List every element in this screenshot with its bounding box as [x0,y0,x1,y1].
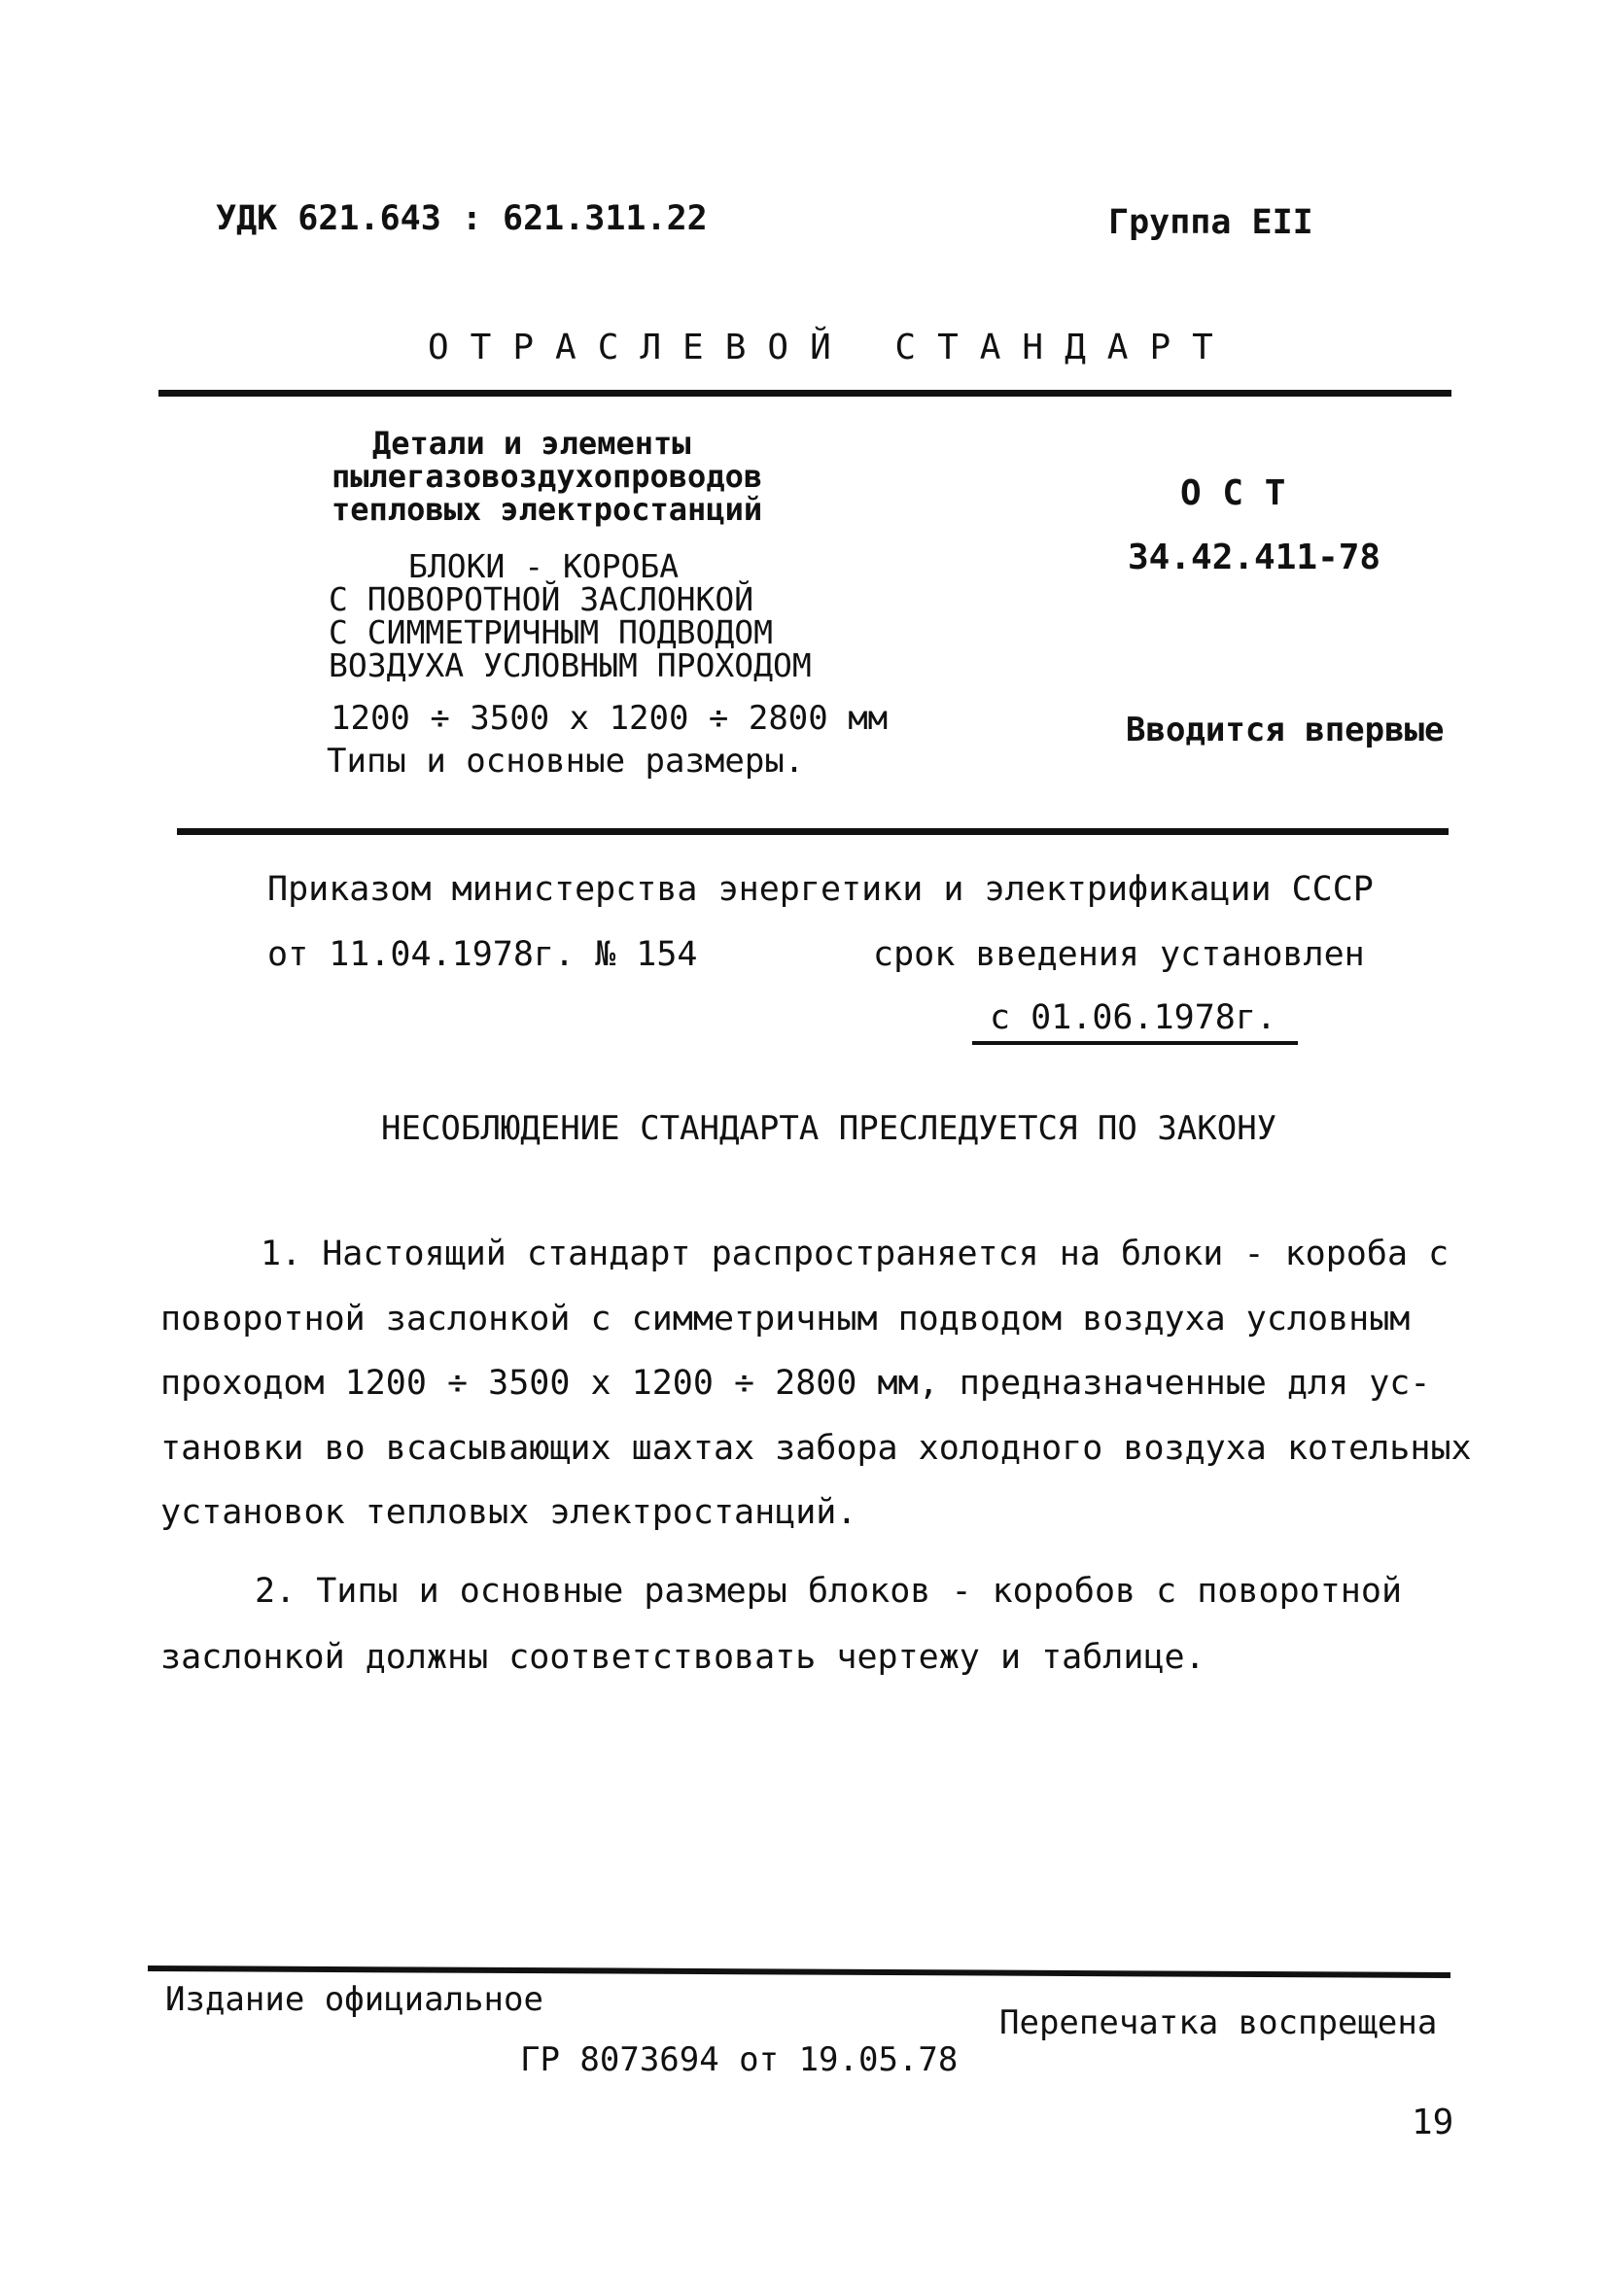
standard-type-heading: ОТРАСЛЕВОЙ СТАНДАРТ [428,328,1235,367]
term-text: срок введения установлен [873,935,1365,974]
group-code: Группа ЕII [1108,203,1313,242]
registration-number: ГР 8073694 от 19.05.78 [520,2040,959,2079]
product-name-line-1: БЛОКИ - КОРОБА [408,547,680,585]
reprint-note: Перепечатка воспрещена [999,2003,1438,2042]
standard-subtitle: Типы и основные размеры. [327,742,805,781]
ost-number: 34.42.411-78 [1128,538,1381,577]
paragraph-1-line-3: проходом 1200 ÷ 3500 х 1200 ÷ 2800 мм, предназначенные для ус- [160,1364,1431,1403]
top-rule [158,390,1451,397]
subject-line-2: пылегазовоздухопроводов [332,458,763,495]
page-number: 19 [1412,2103,1454,2142]
ost-label: О С Т [1180,473,1286,513]
subject-line-1: Детали и элементы [372,425,691,462]
order-line: Приказом министерства энергетики и электрификации СССР [267,870,1374,909]
paragraph-1-line-5: установок тепловых электростанций. [160,1493,857,1532]
paragraph-1-line-2: поворотной заслонкой с симметричным подводом воздуха условным [160,1300,1411,1339]
term-date: с 01.06.1978г. [990,998,1277,1037]
mid-rule [177,828,1449,835]
product-name-line-3: С СИММЕТРИЧНЫМ ПОДВОДОМ [329,613,773,651]
legal-warning: НЕСОБЛЮДЕНИЕ СТАНДАРТА ПРЕСЛЕДУЕТСЯ ПО ЗАКОНУ [381,1109,1277,1148]
term-date-underline [972,1041,1298,1045]
size-range: 1200 ÷ 3500 х 1200 ÷ 2800 мм [331,699,889,738]
udk-code: УДК 621.643 : 621.311.22 [216,199,708,238]
footer-rule [148,1966,1450,1978]
product-name-line-4: ВОЗДУХА УСЛОВНЫМ ПРОХОДОМ [329,646,812,684]
subject-line-3: тепловых электростанций [332,491,763,528]
order-date-number: от 11.04.1978г. № 154 [267,935,698,974]
product-name-line-2: С ПОВОРОТНОЙ ЗАСЛОНКОЙ [329,580,754,618]
paragraph-2-line-1: 2. Типы и основные размеры блоков - коробов с поворотной [255,1572,1403,1611]
paragraph-2-line-2: заслонкой должны соответствовать чертежу и таблице. [160,1638,1205,1677]
paragraph-1-line-1: 1. Настоящий стандарт распространяется на блоки - короба с [261,1235,1450,1273]
status-note: Вводится впервые [1126,711,1445,749]
paragraph-1-line-4: тановки во всасывающих шахтах забора холодного воздуха котельных [160,1429,1472,1468]
edition-note: Издание официальное [165,1980,543,2019]
